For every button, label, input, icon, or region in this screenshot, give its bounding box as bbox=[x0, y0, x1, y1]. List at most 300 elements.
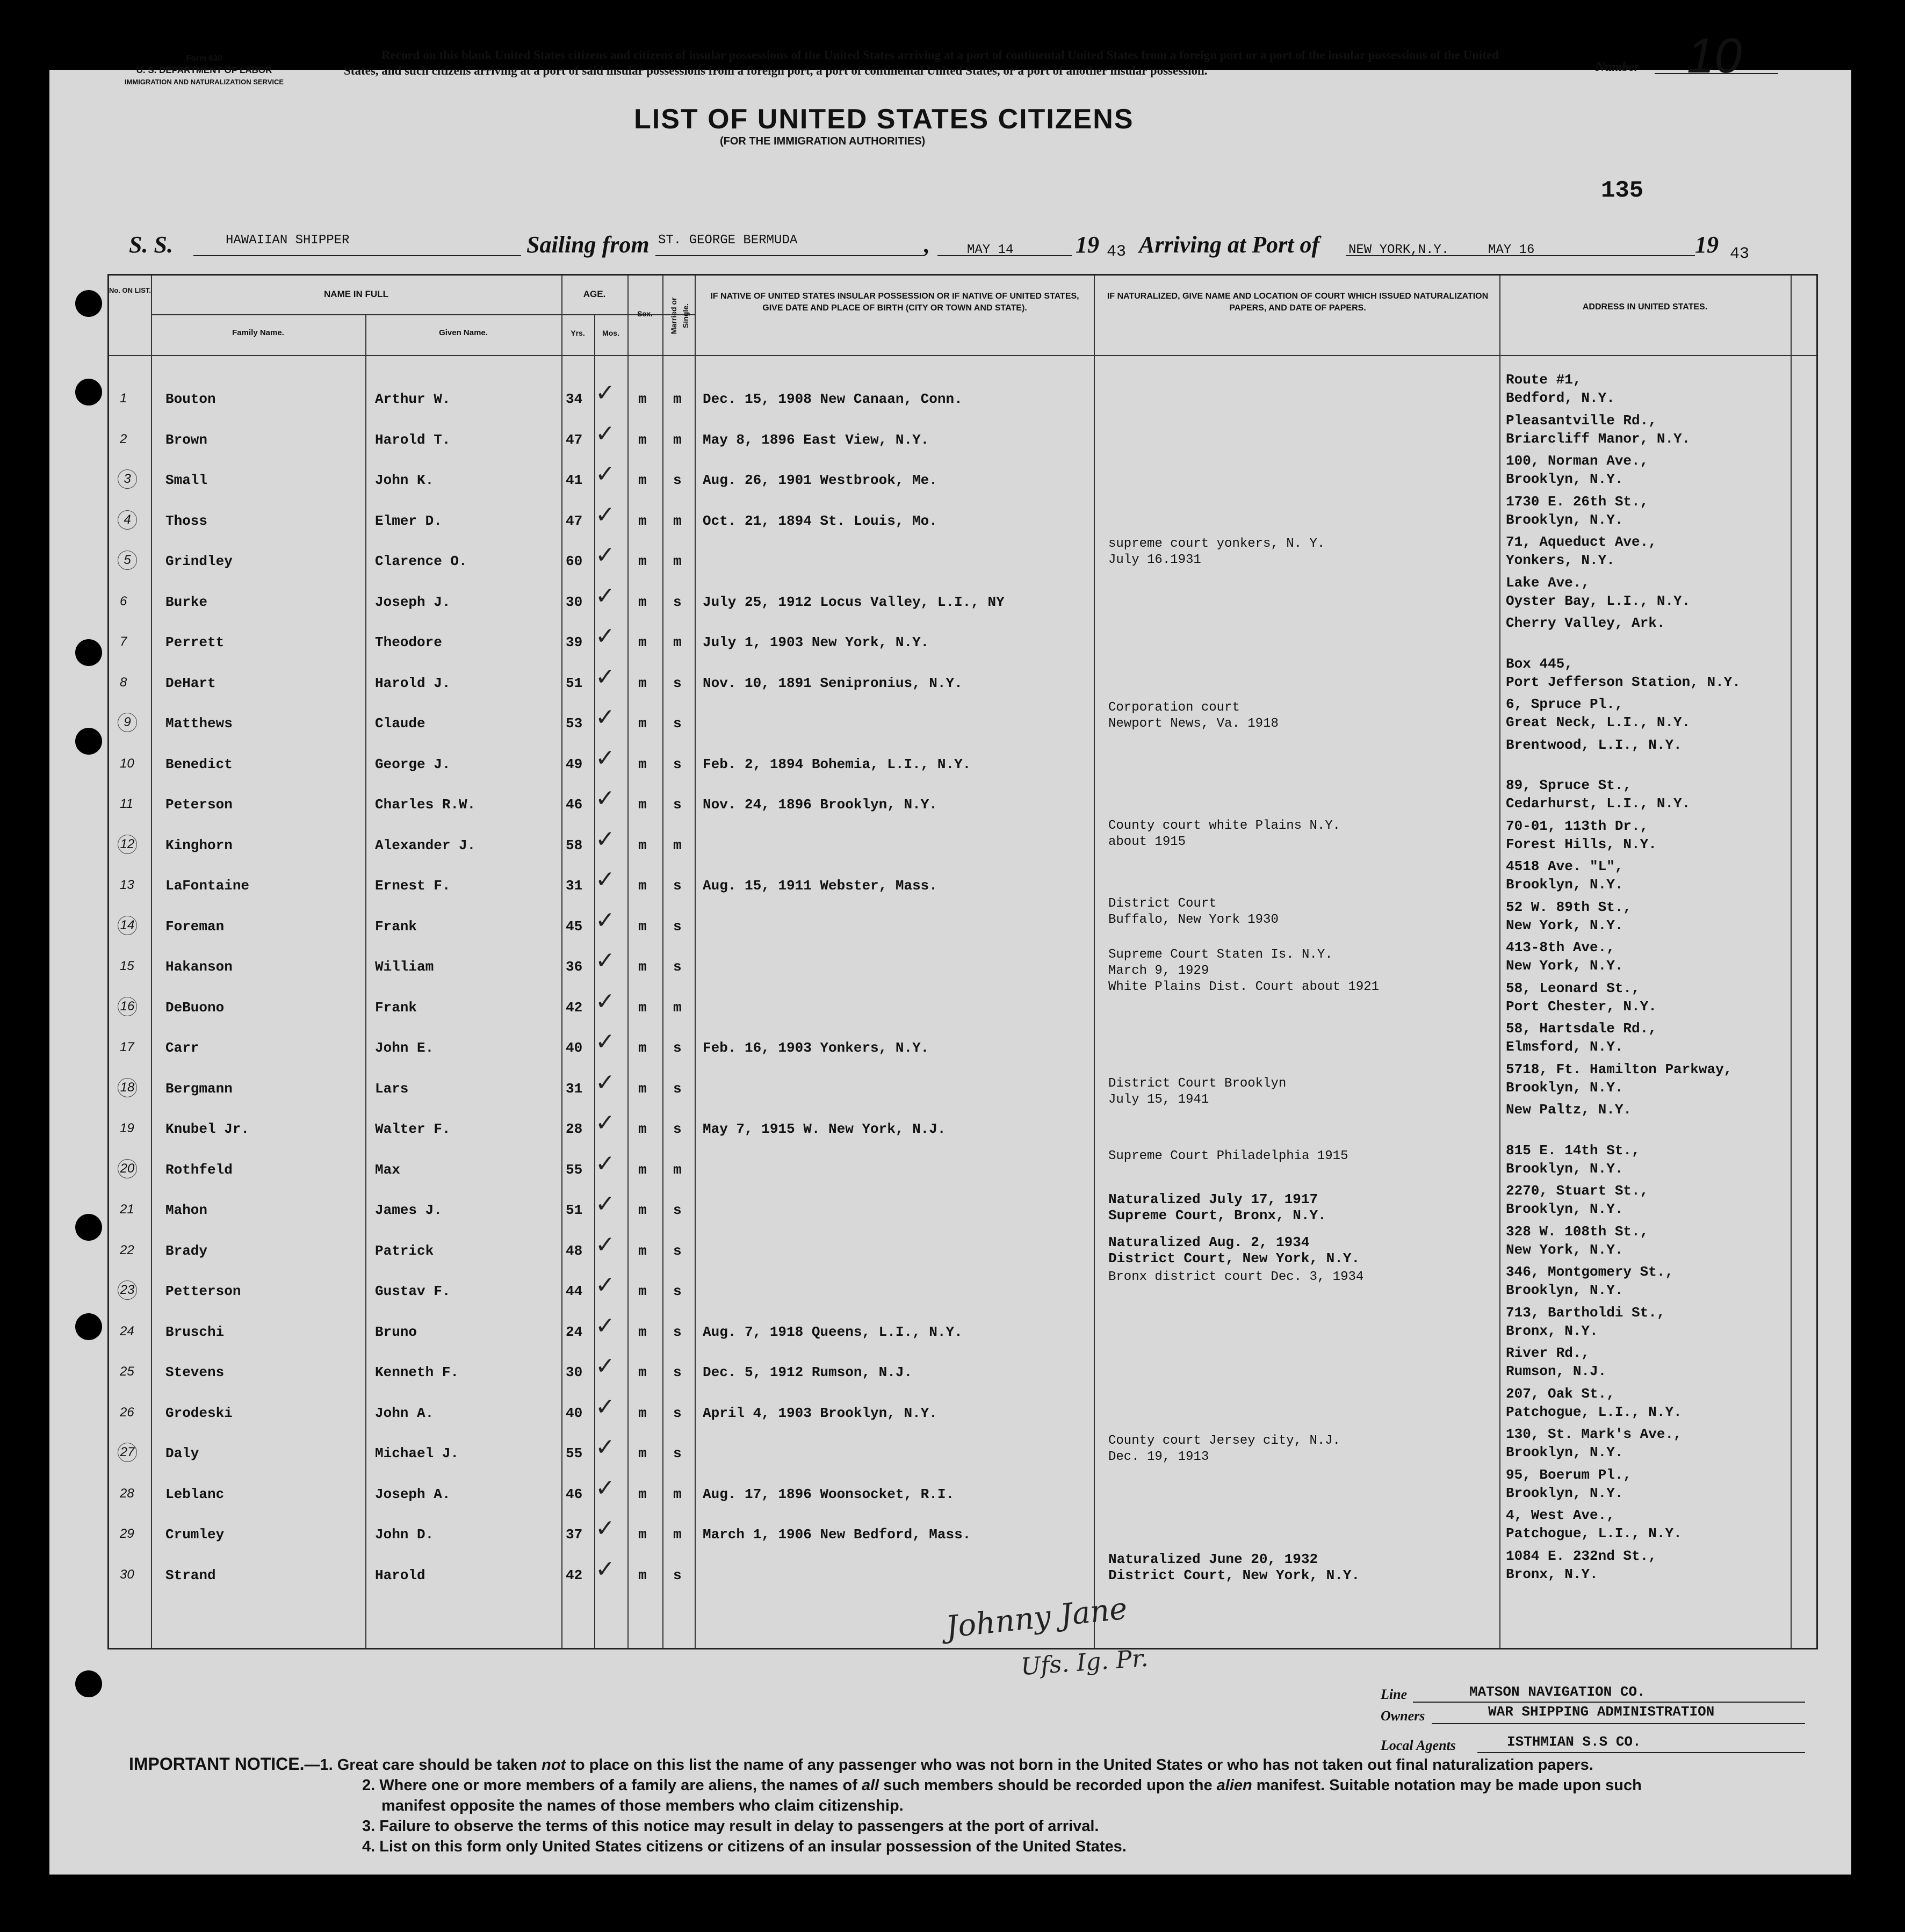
header-married: Married or Single. bbox=[669, 297, 690, 335]
address-line-1: Route #1, bbox=[1506, 372, 1582, 388]
address-line-1: 2270, Stuart St., bbox=[1506, 1183, 1649, 1199]
age-years: 46 bbox=[566, 797, 583, 813]
arrival-year: 43 bbox=[1730, 245, 1750, 263]
marital-status: s bbox=[673, 1202, 682, 1218]
check-mark-icon: ✓ bbox=[595, 582, 615, 610]
address-line-1: 100, Norman Ave., bbox=[1506, 453, 1649, 469]
sex: m bbox=[638, 999, 647, 1016]
naturalization-line-1: supreme court yonkers, N. Y. bbox=[1108, 537, 1325, 551]
family-name: Daly bbox=[165, 1445, 199, 1461]
ship-underline bbox=[193, 255, 521, 256]
check-mark-icon: ✓ bbox=[595, 825, 615, 853]
naturalization-note bbox=[1108, 536, 1325, 568]
given-name: Theodore bbox=[375, 634, 442, 650]
marital-status: m bbox=[673, 1526, 682, 1543]
marital-status: m bbox=[673, 553, 682, 569]
given-name: Charles R.W. bbox=[375, 797, 476, 813]
naturalization-line-2: July 16.1931 bbox=[1108, 553, 1201, 567]
address-line-1: New Paltz, N.Y. bbox=[1506, 1102, 1632, 1118]
rownum: 17 bbox=[120, 1040, 134, 1054]
address-line-2: Cedarhurst, L.I., N.Y. bbox=[1506, 795, 1691, 812]
marital-status: s bbox=[673, 1567, 682, 1583]
sex: m bbox=[638, 431, 647, 448]
sex: m bbox=[638, 715, 647, 732]
marital-status: s bbox=[673, 1080, 682, 1097]
given-name: Kenneth F. bbox=[375, 1364, 459, 1380]
check-mark-icon: ✓ bbox=[595, 541, 615, 569]
family-name: Bouton bbox=[165, 391, 216, 407]
address-line-2: Bedford, N.Y. bbox=[1506, 390, 1615, 406]
family-name: Mahon bbox=[165, 1202, 208, 1218]
family-name: Matthews bbox=[165, 715, 233, 732]
naturalization-line-1: Naturalized July 17, 1917 bbox=[1108, 1191, 1318, 1207]
check-mark-icon: ✓ bbox=[595, 1231, 615, 1258]
given-name: John A. bbox=[375, 1405, 434, 1421]
marital-status: s bbox=[673, 1364, 682, 1380]
given-name: Patrick bbox=[375, 1242, 434, 1259]
given-name: Max bbox=[375, 1161, 400, 1178]
naturalization-line-1: County court white Plains N.Y. bbox=[1108, 819, 1341, 833]
sex: m bbox=[638, 1405, 647, 1421]
birth-info: Aug. 15, 1911 Webster, Mass. bbox=[703, 878, 937, 894]
age-years: 48 bbox=[566, 1242, 583, 1259]
rownum: 13 bbox=[120, 878, 134, 892]
header-given: Given Name. bbox=[439, 328, 488, 337]
rownum: 30 bbox=[120, 1567, 134, 1582]
sex: m bbox=[638, 553, 647, 569]
rownum: 6 bbox=[120, 594, 127, 609]
age-years: 55 bbox=[566, 1161, 583, 1178]
sex: m bbox=[638, 1283, 647, 1299]
birth-info: Feb. 16, 1903 Yonkers, N.Y. bbox=[703, 1040, 929, 1056]
address-line-2: Brooklyn, N.Y. bbox=[1506, 1485, 1623, 1501]
given-name: Frank bbox=[375, 999, 417, 1016]
arrival-year-prefix: 19 bbox=[1695, 231, 1719, 258]
family-name: Burke bbox=[165, 594, 208, 610]
marital-status: m bbox=[673, 999, 682, 1016]
sex: m bbox=[638, 878, 647, 894]
notice-2b: all bbox=[861, 1777, 879, 1794]
birth-info: Dec. 5, 1912 Rumson, N.J. bbox=[703, 1364, 913, 1380]
family-name: Benedict bbox=[165, 756, 233, 772]
address-line-1: 95, Boerum Pl., bbox=[1506, 1466, 1632, 1483]
marital-status: s bbox=[673, 1283, 682, 1299]
naturalization-line-2: July 15, 1941 bbox=[1108, 1092, 1209, 1107]
marital-status: m bbox=[673, 1486, 682, 1502]
family-name: Thoss bbox=[165, 512, 208, 529]
age-years: 39 bbox=[566, 634, 583, 650]
sex: m bbox=[638, 1202, 647, 1218]
address-line-2: Patchogue, L.I., N.Y. bbox=[1506, 1403, 1682, 1420]
age-years: 30 bbox=[566, 1364, 583, 1380]
naturalization-note bbox=[1108, 1234, 1360, 1267]
rownum: 21 bbox=[120, 1202, 134, 1217]
rownum: 18 bbox=[118, 1078, 137, 1097]
address-line-1: 1730 E. 26th St., bbox=[1506, 493, 1649, 510]
rownum: 24 bbox=[120, 1323, 134, 1338]
age-years: 36 bbox=[566, 959, 583, 975]
check-mark-icon: ✓ bbox=[595, 460, 615, 488]
given-name: John E. bbox=[375, 1040, 434, 1056]
sex: m bbox=[638, 1161, 647, 1178]
birth-info: March 1, 1906 New Bedford, Mass. bbox=[703, 1526, 971, 1543]
age-years: 47 bbox=[566, 431, 583, 448]
birth-info: Nov. 10, 1891 Senipronius, N.Y. bbox=[703, 675, 963, 691]
birth-info: Aug. 7, 1918 Queens, L.I., N.Y. bbox=[703, 1323, 963, 1340]
birth-info: Aug. 26, 1901 Westbrook, Me. bbox=[703, 472, 937, 488]
sailing-year: 43 bbox=[1107, 243, 1127, 261]
notice-1b: not bbox=[542, 1756, 566, 1774]
check-mark-icon: ✓ bbox=[595, 379, 615, 407]
marital-status: m bbox=[673, 391, 682, 407]
age-years: 60 bbox=[566, 553, 583, 569]
ship-name: HAWAIIAN SHIPPER bbox=[226, 233, 350, 248]
sex: m bbox=[638, 756, 647, 772]
important-notice bbox=[129, 1754, 1821, 1857]
age-years: 53 bbox=[566, 715, 583, 732]
marital-status: s bbox=[673, 1323, 682, 1340]
arrival-date: MAY 16 bbox=[1488, 243, 1535, 257]
check-mark-icon: ✓ bbox=[595, 663, 615, 691]
header-name-full: NAME IN FULL bbox=[324, 289, 388, 299]
sex: m bbox=[638, 1364, 647, 1380]
address-line-1: 413-8th Ave., bbox=[1506, 939, 1615, 956]
address-line-1: Pleasantville Rd., bbox=[1506, 412, 1657, 429]
punch-hole bbox=[75, 1670, 102, 1697]
address-line-2: Brooklyn, N.Y. bbox=[1506, 1282, 1623, 1298]
notice-2c: such members should be recorded upon the bbox=[879, 1777, 1217, 1794]
family-name: Rothfeld bbox=[165, 1161, 233, 1178]
rownum: 12 bbox=[118, 835, 137, 854]
age-years: 45 bbox=[566, 918, 583, 935]
sex: m bbox=[638, 472, 647, 488]
marital-status: s bbox=[673, 675, 682, 691]
given-name: Alexander J. bbox=[375, 837, 476, 853]
form-instructions: Record on this blank United States citizens and citizens of insular possessions of the United States arriving at a port of continental United States from a foreign port or a port of the insular possessions of the United States, and such citizens arriving at a port of said insular possessions from a foreign port, a port of continental United States, or a port of another insular possession. bbox=[344, 48, 1499, 77]
family-name: Bruschi bbox=[165, 1323, 225, 1340]
marital-status: m bbox=[673, 634, 682, 650]
rownum: 3 bbox=[118, 469, 137, 489]
birth-info: April 4, 1903 Brooklyn, N.Y. bbox=[703, 1405, 937, 1421]
address-line-1: 328 W. 108th St., bbox=[1506, 1223, 1649, 1240]
rownum: 8 bbox=[120, 675, 127, 690]
rownum: 23 bbox=[118, 1280, 137, 1300]
address-line-2: Port Jefferson Station, N.Y. bbox=[1506, 674, 1741, 690]
naturalization-note bbox=[1108, 1191, 1326, 1224]
family-name: DeHart bbox=[165, 675, 216, 691]
family-name: Small bbox=[165, 472, 208, 488]
notice-1a: 1. Great care should be taken bbox=[320, 1756, 542, 1774]
rownum: 26 bbox=[120, 1405, 134, 1420]
form-number: Form 630 bbox=[186, 54, 222, 63]
check-mark-icon: ✓ bbox=[595, 1190, 615, 1218]
sex: m bbox=[638, 512, 647, 529]
naturalization-line-2: about 1915 bbox=[1108, 835, 1186, 849]
age-years: 42 bbox=[566, 1567, 583, 1583]
naturalization-note bbox=[1108, 1551, 1360, 1583]
given-name: Lars bbox=[375, 1080, 409, 1097]
naturalization-line-1: Bronx district court Dec. 3, 1934 bbox=[1108, 1270, 1364, 1284]
address-line-2: Brooklyn, N.Y. bbox=[1506, 471, 1623, 487]
age-years: 41 bbox=[566, 472, 583, 488]
rownum: 14 bbox=[118, 916, 137, 935]
arrival-port: NEW YORK,N.Y. bbox=[1348, 243, 1449, 257]
marital-status: m bbox=[673, 431, 682, 448]
punch-hole bbox=[75, 639, 102, 666]
naturalization-line-2: March 9, 1929 bbox=[1108, 964, 1209, 978]
naturalization-line-2: Supreme Court, Bronx, N.Y. bbox=[1108, 1207, 1326, 1224]
header-age: AGE. bbox=[583, 289, 606, 299]
address-line-2: Oyster Bay, L.I., N.Y. bbox=[1506, 592, 1691, 609]
birth-info: Dec. 15, 1908 New Canaan, Conn. bbox=[703, 391, 963, 407]
address-line-1: 6, Spruce Pl., bbox=[1506, 696, 1623, 712]
marital-status: s bbox=[673, 1040, 682, 1056]
check-mark-icon: ✓ bbox=[595, 623, 615, 650]
given-name: Harold T. bbox=[375, 431, 451, 448]
address-line-2: Brooklyn, N.Y. bbox=[1506, 1201, 1623, 1217]
punch-hole bbox=[75, 1313, 102, 1340]
address-line-2: Brooklyn, N.Y. bbox=[1506, 1444, 1623, 1460]
age-years: 31 bbox=[566, 1080, 583, 1097]
family-name: Petterson bbox=[165, 1283, 241, 1299]
given-name: Frank bbox=[375, 918, 417, 935]
address-line-2: Brooklyn, N.Y. bbox=[1506, 877, 1623, 893]
page-number: 135 bbox=[1601, 177, 1644, 204]
check-mark-icon: ✓ bbox=[595, 1149, 615, 1177]
header-yrs: Yrs. bbox=[571, 329, 585, 337]
notice-3: 3. Failure to observe the terms of this notice may result in delay to passengers at the port of arrival. bbox=[362, 1818, 1099, 1835]
sex: m bbox=[638, 634, 647, 650]
given-name: Harold J. bbox=[375, 675, 451, 691]
age-years: 47 bbox=[566, 512, 583, 529]
address-line-1: 4518 Ave. "L", bbox=[1506, 858, 1623, 874]
header-sex: Sex. bbox=[637, 309, 653, 318]
check-mark-icon: ✓ bbox=[595, 1312, 615, 1340]
age-years: 44 bbox=[566, 1283, 583, 1299]
marital-status: s bbox=[673, 1121, 682, 1137]
marital-status: s bbox=[673, 959, 682, 975]
sex: m bbox=[638, 1242, 647, 1259]
age-years: 37 bbox=[566, 1526, 583, 1543]
age-years: 51 bbox=[566, 1202, 583, 1218]
header-bottom bbox=[109, 355, 1816, 356]
age-years: 40 bbox=[566, 1040, 583, 1056]
naturalization-line-1: Naturalized Aug. 2, 1934 bbox=[1108, 1234, 1310, 1250]
form-identifier bbox=[102, 53, 306, 88]
family-name: Stevens bbox=[165, 1364, 225, 1380]
marital-status: m bbox=[673, 512, 682, 529]
check-mark-icon: ✓ bbox=[595, 1028, 615, 1055]
given-name: George J. bbox=[375, 756, 451, 772]
header-no: No. ON LIST. bbox=[109, 286, 151, 294]
steamship-line: MATSON NAVIGATION CO. bbox=[1469, 1684, 1646, 1700]
family-name: Kinghorn bbox=[165, 837, 233, 853]
address-line-2: Patchogue, L.I., N.Y. bbox=[1506, 1525, 1682, 1542]
inspector-signature: Johnny Jane bbox=[944, 1591, 1129, 1645]
marital-status: s bbox=[673, 594, 682, 610]
check-mark-icon: ✓ bbox=[595, 744, 615, 772]
birth-info: Aug. 17, 1896 Woonsocket, R.I. bbox=[703, 1486, 955, 1502]
check-mark-icon: ✓ bbox=[595, 1393, 615, 1421]
from-underline bbox=[655, 255, 924, 256]
age-years: 34 bbox=[566, 391, 583, 407]
address-line-1: 70-01, 113th Dr., bbox=[1506, 817, 1649, 834]
sailing-date: MAY 14 bbox=[967, 243, 1014, 257]
address-line-2: Rumson, N.J. bbox=[1506, 1363, 1607, 1379]
check-mark-icon: ✓ bbox=[595, 906, 615, 934]
marital-status: s bbox=[673, 797, 682, 813]
naturalization-line-2: Buffalo, New York 1930 bbox=[1108, 913, 1279, 927]
rownum: 4 bbox=[118, 510, 137, 530]
check-mark-icon: ✓ bbox=[595, 501, 615, 529]
rownum: 29 bbox=[120, 1526, 134, 1541]
family-name: DeBuono bbox=[165, 999, 225, 1016]
family-name: Foreman bbox=[165, 918, 225, 935]
naturalization-note bbox=[1108, 1433, 1340, 1465]
address-line-1: 89, Spruce St., bbox=[1506, 777, 1632, 793]
address-line-1: 58, Hartsdale Rd., bbox=[1506, 1021, 1657, 1037]
check-mark-icon: ✓ bbox=[595, 1434, 615, 1461]
rownum: 2 bbox=[120, 431, 127, 446]
address-line-1: 71, Aqueduct Ave., bbox=[1506, 534, 1657, 550]
address-line-1: River Rd., bbox=[1506, 1345, 1590, 1361]
rownum: 22 bbox=[120, 1242, 134, 1257]
address-line-1: Box 445, bbox=[1506, 655, 1573, 672]
sailing-from-port: ST. GEORGE BERMUDA bbox=[658, 233, 798, 248]
rownum: 27 bbox=[118, 1443, 137, 1462]
given-name: William bbox=[375, 959, 434, 975]
comma: , bbox=[924, 231, 930, 258]
family-name: Knubel Jr. bbox=[165, 1121, 250, 1137]
birth-info: Oct. 21, 1894 St. Louis, Mo. bbox=[703, 512, 937, 529]
notice-title: IMPORTANT NOTICE. bbox=[129, 1754, 305, 1774]
given-name: Gustav F. bbox=[375, 1283, 451, 1299]
address-line-2: Port Chester, N.Y. bbox=[1506, 998, 1657, 1015]
page-subtitle: (FOR THE IMMIGRATION AUTHORITIES) bbox=[720, 135, 926, 147]
sex: m bbox=[638, 675, 647, 691]
address-line-2: New York, N.Y. bbox=[1506, 958, 1623, 974]
age-years: 55 bbox=[566, 1445, 583, 1461]
check-mark-icon: ✓ bbox=[595, 785, 615, 812]
marital-status: m bbox=[673, 1161, 682, 1178]
age-years: 24 bbox=[566, 1323, 583, 1340]
notice-2a: 2. Where one or more members of a family are aliens, the names of bbox=[362, 1777, 862, 1794]
family-name: Brady bbox=[165, 1242, 208, 1259]
given-name: James J. bbox=[375, 1202, 442, 1218]
given-name: Ernest F. bbox=[375, 878, 451, 894]
naturalization-note bbox=[1108, 1148, 1348, 1164]
notice-dash: — bbox=[304, 1756, 320, 1774]
family-name: Crumley bbox=[165, 1526, 225, 1543]
naturalization-line-1: County court Jersey city, N.J. bbox=[1108, 1434, 1341, 1448]
sailing-from-label: Sailing from bbox=[526, 231, 650, 258]
address-line-2: Brooklyn, N.Y. bbox=[1506, 1079, 1623, 1096]
rownum: 10 bbox=[120, 756, 134, 771]
naturalization-note bbox=[1108, 1269, 1363, 1285]
notice-4: 4. List on this form only United States citizens or citizens of an insular possession of the United States. bbox=[362, 1838, 1127, 1855]
naturalization-line-1: Naturalized June 20, 1932 bbox=[1108, 1551, 1318, 1567]
check-mark-icon: ✓ bbox=[595, 866, 615, 893]
line-label: Line bbox=[1381, 1687, 1408, 1702]
marital-status: s bbox=[673, 918, 682, 935]
family-name: Carr bbox=[165, 1040, 199, 1056]
address-line-1: 713, Bartholdi St., bbox=[1506, 1304, 1665, 1321]
arriving-label: Arriving at Port of bbox=[1139, 231, 1320, 258]
check-mark-icon: ✓ bbox=[595, 987, 615, 1015]
given-name: Arthur W. bbox=[375, 391, 451, 407]
address-line-2: Briarcliff Manor, N.Y. bbox=[1506, 430, 1691, 447]
rownum: 5 bbox=[118, 551, 137, 570]
punch-hole bbox=[75, 290, 102, 317]
given-name: John K. bbox=[375, 472, 434, 488]
age-years: 51 bbox=[566, 675, 583, 691]
family-name: Bergmann bbox=[165, 1080, 233, 1097]
notice-2d: alien bbox=[1216, 1777, 1252, 1794]
header-mos: Mos. bbox=[602, 329, 619, 337]
sex: m bbox=[638, 1445, 647, 1461]
address-line-2: Elmsford, N.Y. bbox=[1506, 1039, 1623, 1055]
rownum: 9 bbox=[118, 713, 137, 732]
address-line-2: New York, N.Y. bbox=[1506, 1241, 1623, 1258]
age-years: 30 bbox=[566, 594, 583, 610]
age-years: 58 bbox=[566, 837, 583, 853]
naturalization-note bbox=[1108, 896, 1279, 928]
sex: m bbox=[638, 918, 647, 935]
address-line-1: 5718, Ft. Hamilton Parkway, bbox=[1506, 1061, 1733, 1077]
address-line-1: 1084 E. 232nd St., bbox=[1506, 1547, 1657, 1564]
notice-2f: manifest opposite the names of those members who claim citizenship. bbox=[381, 1797, 904, 1814]
naturalization-line-1: White Plains Dist. Court about 1921 bbox=[1108, 980, 1380, 994]
age-years: 40 bbox=[566, 1405, 583, 1421]
rownum: 1 bbox=[120, 391, 127, 406]
check-mark-icon: ✓ bbox=[595, 947, 615, 974]
family-name: Peterson bbox=[165, 797, 233, 813]
check-mark-icon: ✓ bbox=[595, 419, 615, 447]
marital-status: m bbox=[673, 837, 682, 853]
birth-info: May 8, 1896 East View, N.Y. bbox=[703, 431, 929, 448]
naturalization-line-2: Dec. 19, 1913 bbox=[1108, 1450, 1209, 1464]
address-line-1: 4, West Ave., bbox=[1506, 1507, 1615, 1523]
address-line-2: Forest Hills, N.Y. bbox=[1506, 836, 1657, 852]
check-mark-icon: ✓ bbox=[595, 1515, 615, 1542]
table-row bbox=[109, 1547, 1816, 1597]
age-years: 46 bbox=[566, 1486, 583, 1502]
given-name: John D. bbox=[375, 1526, 434, 1543]
naturalization-note bbox=[1108, 979, 1379, 995]
address-line-2: Bronx, N.Y. bbox=[1506, 1566, 1598, 1582]
address-line-2: Brooklyn, N.Y. bbox=[1506, 511, 1623, 528]
owners-underline bbox=[1432, 1723, 1805, 1724]
header-native: IF NATIVE OF UNITED STATES INSULAR POSSESSION OR IF NATIVE OF UNITED STATES, GIVE DATE AND PLACE OF BIRTH (CITY OR TOWN AND STATE). bbox=[710, 292, 1079, 313]
line-underline bbox=[1413, 1702, 1805, 1703]
naturalization-line-2: District Court, New York, N.Y. bbox=[1108, 1250, 1360, 1267]
rownum: 20 bbox=[118, 1159, 137, 1178]
age-years: 49 bbox=[566, 756, 583, 772]
naturalization-line-2: Newport News, Va. 1918 bbox=[1108, 717, 1279, 731]
family-name: Perrett bbox=[165, 634, 225, 650]
rownum: 19 bbox=[120, 1121, 134, 1135]
address-line-1: Lake Ave., bbox=[1506, 574, 1590, 591]
address-line-2: New York, N.Y. bbox=[1506, 917, 1623, 934]
department-name: U. S. DEPARTMENT OF LABOR bbox=[136, 65, 272, 75]
marital-status: s bbox=[673, 756, 682, 772]
family-name: Grindley bbox=[165, 553, 233, 569]
sex: m bbox=[638, 594, 647, 610]
marital-status: s bbox=[673, 472, 682, 488]
given-name: Joseph A. bbox=[375, 1486, 451, 1502]
sex: m bbox=[638, 391, 647, 407]
naturalization-line-1: District Court bbox=[1108, 896, 1217, 911]
